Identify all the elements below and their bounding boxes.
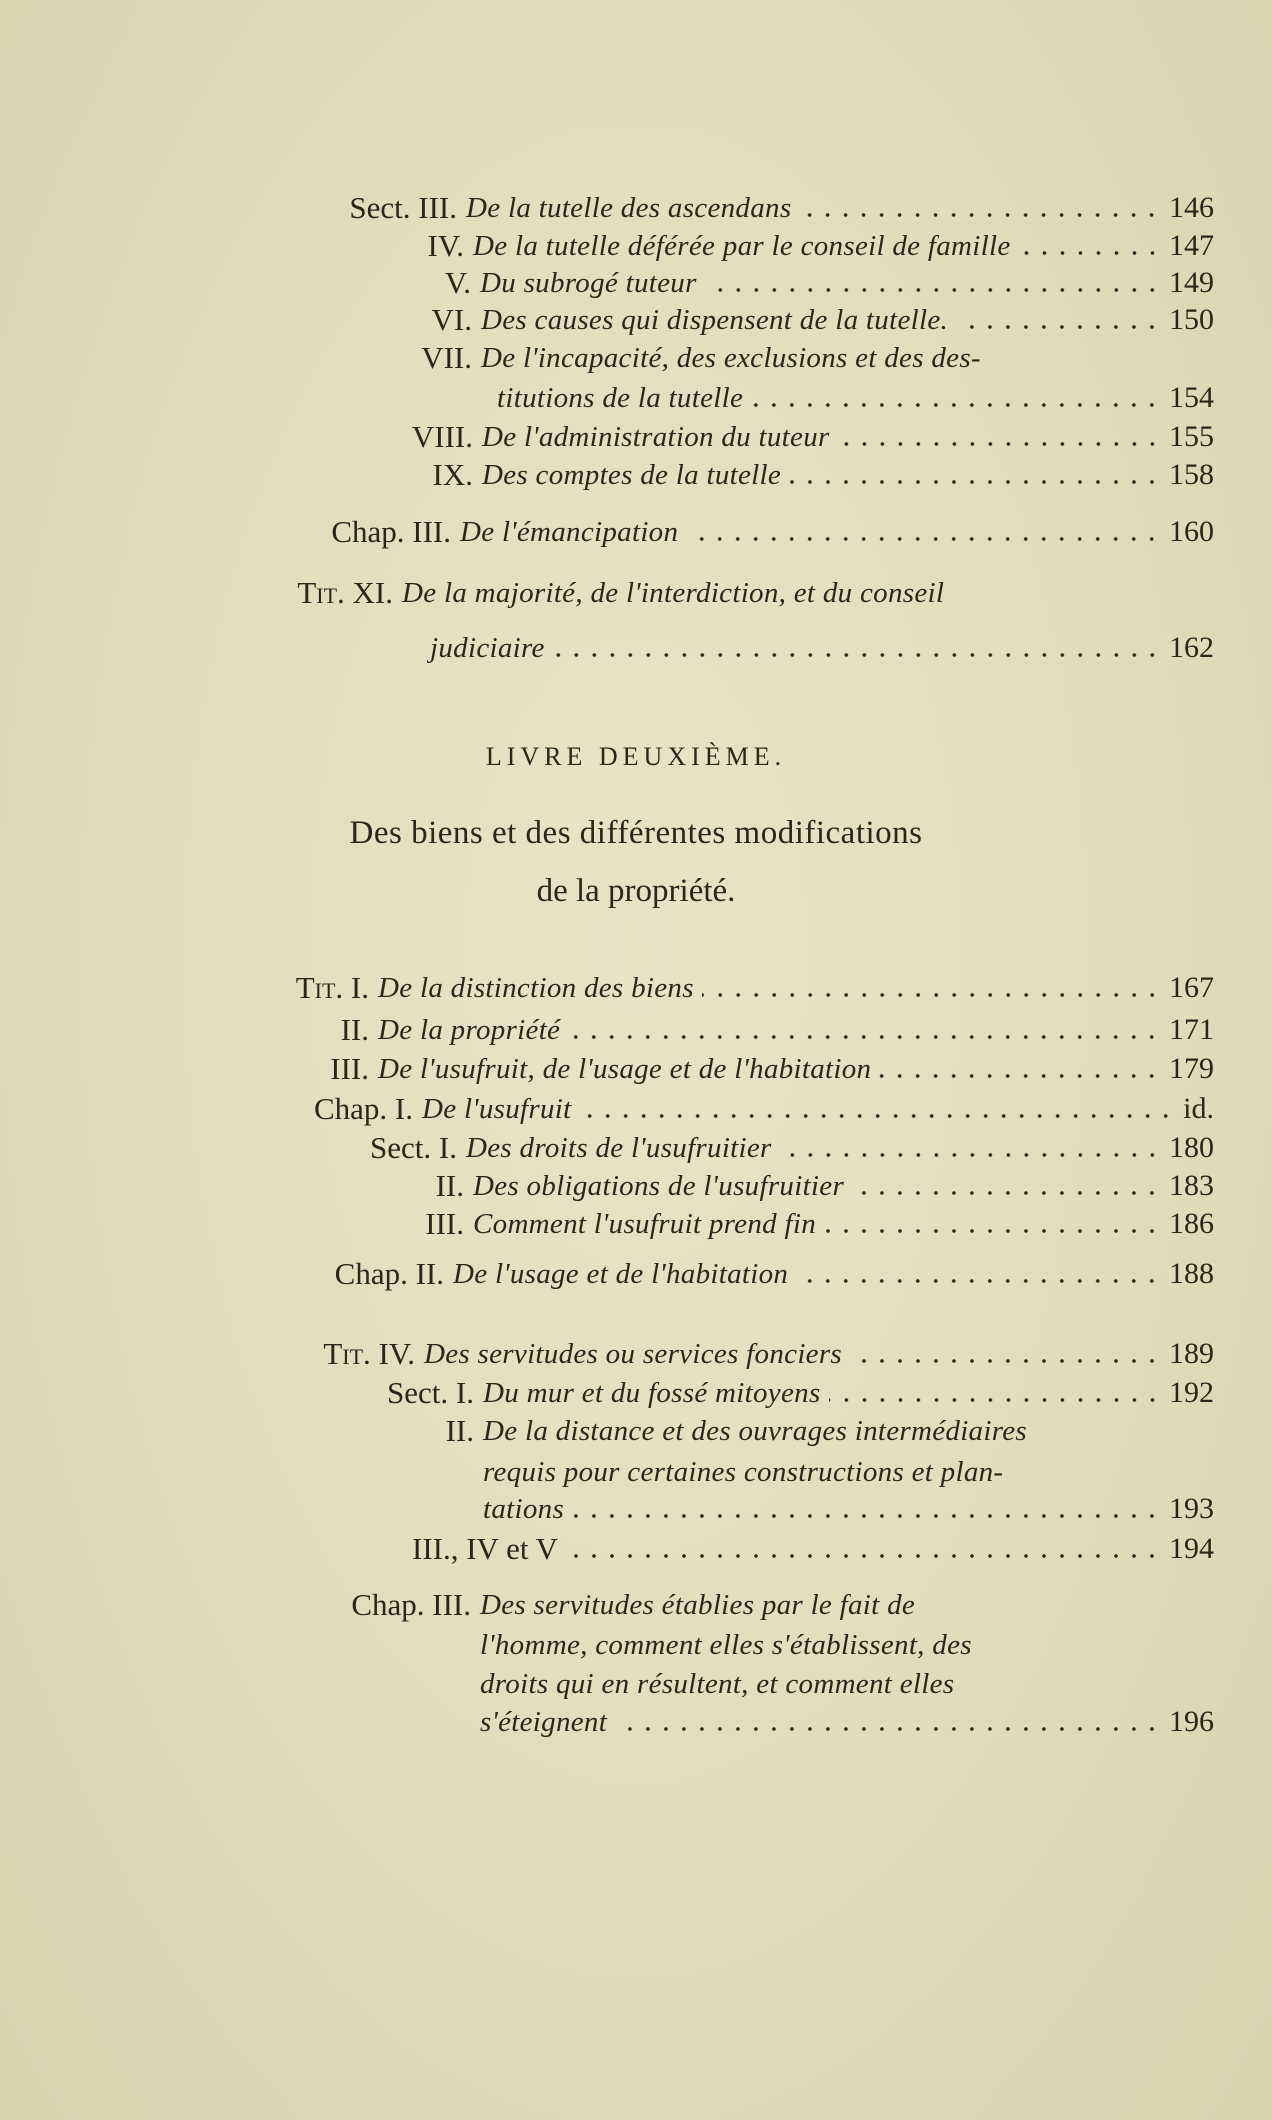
- dot-leader: [1019, 250, 1161, 256]
- entry-title: Des droits de l'usufruitier: [466, 1132, 772, 1164]
- entry-label: IX.: [432, 457, 473, 492]
- dot-leader: [570, 1553, 1161, 1559]
- entry-title: De l'émancipation: [460, 516, 679, 548]
- entry-title: Du subrogé tuteur: [480, 267, 697, 299]
- dot-leader: [751, 402, 1161, 408]
- toc-entry: [480, 1625, 1214, 1665]
- entry-label: III.: [330, 1051, 369, 1086]
- dot-leader: [829, 1397, 1161, 1403]
- page-number: 192: [1169, 1376, 1214, 1409]
- page-number: 171: [1169, 1013, 1214, 1046]
- dot-leader: [838, 441, 1161, 447]
- toc-entry: [349, 188, 1214, 228]
- toc-entry: [431, 300, 1214, 340]
- toc-entry: [331, 512, 1214, 552]
- dot-leader: [568, 1034, 1161, 1040]
- dot-leader: [850, 1358, 1161, 1364]
- page-number: 183: [1169, 1169, 1214, 1202]
- dot-leader: [702, 992, 1161, 998]
- entry-title: tations: [483, 1493, 565, 1525]
- page-number: 146: [1169, 191, 1214, 224]
- page-number: 186: [1169, 1207, 1214, 1240]
- entry-label: VII.: [421, 340, 472, 375]
- toc-entry: [370, 1128, 1214, 1168]
- dot-leader: [799, 212, 1161, 218]
- entry-label: Tit. XI.: [297, 575, 393, 610]
- entry-label: Chap. III.: [351, 1587, 471, 1622]
- entry-label: Sect. III.: [349, 190, 457, 225]
- toc-entry: [425, 1204, 1214, 1244]
- entry-title: De la distinction des biens: [378, 972, 694, 1004]
- entry-title: De l'administration du tuteur: [482, 421, 830, 453]
- page-number: 150: [1169, 303, 1214, 336]
- toc-entry: [297, 573, 1214, 613]
- entry-label: Chap. III.: [331, 514, 451, 549]
- page-number: 189: [1169, 1337, 1214, 1370]
- page-number: 179: [1169, 1052, 1214, 1085]
- dot-leader: [879, 1073, 1161, 1079]
- toc-entry: [480, 1664, 1214, 1704]
- toc-entry: [430, 628, 1214, 668]
- dot-leader: [686, 536, 1161, 542]
- entry-title: Des comptes de la tutelle: [482, 459, 782, 491]
- toc-entry: [421, 338, 1214, 378]
- toc-entry: [483, 1489, 1214, 1529]
- toc-entry: [483, 1452, 1214, 1492]
- toc-entry: [432, 455, 1214, 495]
- page-number: 194: [1169, 1532, 1214, 1565]
- entry-label: III.: [425, 1206, 464, 1241]
- toc-entry: [445, 1411, 1214, 1451]
- page-number: 154: [1169, 381, 1214, 414]
- entry-label: Tit. I.: [295, 970, 369, 1005]
- dot-leader: [780, 1152, 1161, 1158]
- entry-title: De la tutelle des ascendans: [466, 192, 792, 224]
- entry-label: Tit. IV.: [323, 1336, 415, 1371]
- page-number: 149: [1169, 266, 1214, 299]
- page-number: 160: [1169, 515, 1214, 548]
- entry-title: De la majorité, de l'interdiction, et du conseil: [402, 577, 945, 609]
- toc-entry: [480, 1702, 1214, 1742]
- entry-title: Du mur et du fossé mitoyens: [483, 1377, 821, 1409]
- dot-leader: [579, 1113, 1175, 1119]
- toc-entry: [323, 1334, 1214, 1374]
- toc-entry: [411, 417, 1214, 457]
- dot-leader: [852, 1190, 1161, 1196]
- entry-title: s'éteignent: [480, 1706, 608, 1738]
- entry-title: Comment l'usufruit prend fin: [473, 1208, 817, 1240]
- toc-entry: [387, 1373, 1214, 1413]
- dot-leader: [572, 1513, 1161, 1519]
- toc-entry: [444, 263, 1214, 303]
- entry-label: VIII.: [411, 419, 473, 454]
- page-number: 167: [1169, 971, 1214, 1004]
- entry-label: III., IV et V: [412, 1531, 559, 1566]
- page-number: 158: [1169, 458, 1214, 491]
- page-number: 193: [1169, 1492, 1214, 1525]
- toc-entry: [497, 378, 1214, 418]
- entry-title: Des causes qui dispensent de la tutelle.: [481, 304, 949, 336]
- entry-title: De l'usufruit: [422, 1093, 572, 1125]
- entry-title: judiciaire: [430, 632, 545, 664]
- toc-entry: [330, 1049, 1214, 1089]
- entry-title: Des servitudes établies par le fait de: [480, 1589, 916, 1621]
- entry-label: II.: [435, 1168, 464, 1203]
- entry-label: Chap. II.: [334, 1256, 444, 1291]
- page-number: 162: [1169, 631, 1214, 664]
- entry-title: De l'incapacité, des exclusions et des des-: [481, 342, 981, 374]
- entry-label: V.: [444, 265, 471, 300]
- toc-entry: [351, 1585, 1214, 1625]
- toc-entry: [295, 968, 1214, 1008]
- book-title-line-2: de la propriété.: [536, 873, 736, 909]
- entry-title: Des servitudes ou services fonciers: [424, 1338, 843, 1370]
- entry-label: Chap. I.: [313, 1091, 413, 1126]
- dot-leader: [796, 1278, 1161, 1284]
- entry-label: VI.: [431, 302, 472, 337]
- dot-leader: [956, 324, 1161, 330]
- page-number: 180: [1169, 1131, 1214, 1164]
- entry-title: De la tutelle déférée par le conseil de famille: [473, 230, 1011, 262]
- entry-title: requis pour certaines constructions et plan-: [483, 1456, 1004, 1488]
- toc-entry: [340, 1010, 1214, 1050]
- entry-title: De l'usage et de l'habitation: [453, 1258, 789, 1290]
- dot-leader: [789, 479, 1161, 485]
- page-number: 188: [1169, 1257, 1214, 1290]
- entry-title: De l'usufruit, de l'usage et de l'habitation: [378, 1053, 872, 1085]
- book-heading: LIVRE DEUXIÈME.: [485, 742, 787, 771]
- entry-label: IV.: [427, 228, 464, 263]
- entry-title: droits qui en résultent, et comment elles: [480, 1668, 955, 1700]
- entry-title: De la distance et des ouvrages intermédiaires: [483, 1415, 1027, 1447]
- page-number: 147: [1169, 229, 1214, 262]
- entry-title: Des obligations de l'usufruitier: [473, 1170, 845, 1202]
- dot-leader: [705, 287, 1161, 293]
- toc-entry: [412, 1529, 1214, 1569]
- entry-label: II.: [340, 1012, 369, 1047]
- page-number: id.: [1183, 1092, 1214, 1125]
- toc-entry: [427, 226, 1214, 266]
- page-number: 196: [1169, 1705, 1214, 1738]
- book-title-line-1: Des biens et des différentes modifications: [349, 815, 923, 851]
- toc-entry: [435, 1166, 1214, 1206]
- dot-leader: [553, 652, 1161, 658]
- entry-title: De la propriété: [378, 1014, 561, 1046]
- dot-leader: [615, 1726, 1161, 1732]
- entry-label: Sect. I.: [370, 1130, 457, 1165]
- entry-title: l'homme, comment elles s'établissent, des: [480, 1629, 972, 1661]
- dot-leader: [824, 1228, 1161, 1234]
- entry-title: titutions de la tutelle: [497, 382, 744, 414]
- toc-entry: [313, 1089, 1214, 1129]
- entry-label: II.: [445, 1413, 474, 1448]
- entry-label: Sect. I.: [387, 1375, 474, 1410]
- page-number: 155: [1169, 420, 1214, 453]
- toc-entry: [334, 1254, 1214, 1294]
